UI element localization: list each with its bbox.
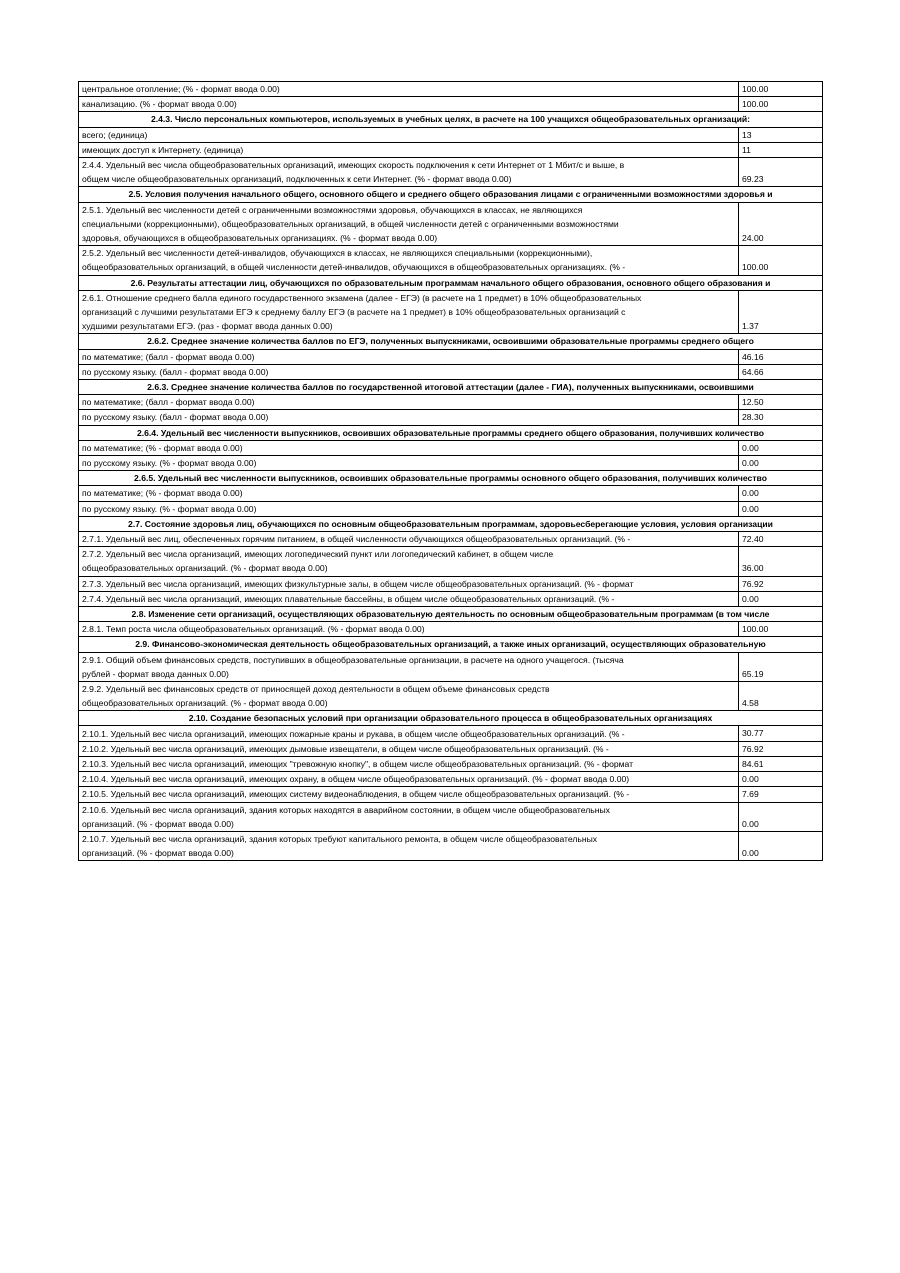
indicator-value: 0.00 [739,440,823,455]
section-header: 2.8. Изменение сети организаций, осуществляющих образовательную деятельность по основным общеобразовательным программам (в том числе [79,606,823,621]
table-row [79,591,823,606]
indicator-value: 64.66 [739,364,823,379]
table-row [79,364,823,379]
indicator-label-line: по русскому языку. (балл - формат ввода 0.00) [82,366,269,377]
table-row [79,127,823,142]
indicator-value: 0.00 [739,486,823,501]
indicator-table [78,81,823,861]
indicator-label [79,772,739,787]
indicator-label-line: худшими результатами ЕГЭ. (раз - формат ввода данных 0.00) [82,321,333,332]
indicator-label [79,622,739,637]
indicator-label-line: по математике; (% - формат ввода 0.00) [82,488,243,499]
table-row [79,576,823,591]
indicator-label [79,741,739,756]
indicator-label [79,681,739,710]
table-row [79,410,823,425]
table-row [79,547,823,576]
indicator-label-line: здоровья, обучающихся в общеобразовательных организациях. (% - формат ввода 0.00) [82,232,438,243]
indicator-value: 72.40 [739,531,823,546]
indicator-label-line: общеобразовательных организаций. (% - формат ввода 0.00) [82,698,328,709]
section-header: 2.6.5. Удельный вес численности выпускников, освоивших образовательные программы основного общего образования, получивших количество [79,471,823,486]
indicator-label-line: 2.5.1. Удельный вес численности детей с ограниченными возможностями здоровья, обучающихся в классах, не являющихся [82,204,583,215]
indicator-label [79,802,739,831]
indicator-label-line: рублей - формат ввода данных 0.00) [82,668,229,679]
indicator-label [79,787,739,802]
indicator-label [79,756,739,771]
indicator-label-line: 2.10.6. Удельный вес числа организаций, здания которых находятся в аварийном состоянии, в общем числе общеобразовательных [82,804,610,815]
indicator-label [79,202,739,246]
table-row [79,202,823,246]
section-header-row [79,187,823,202]
indicator-label-line: по русскому языку. (% - формат ввода 0.00) [82,457,257,468]
indicator-label-line: канализацию. (% - формат ввода 0.00) [82,99,237,110]
indicator-table-body [79,82,823,861]
indicator-label-line: по математике; (балл - формат ввода 0.00) [82,351,255,362]
section-header: 2.10. Создание безопасных условий при организации образовательного процесса в общеобразовательных организациях [79,711,823,726]
indicator-label [79,246,739,275]
section-header: 2.7. Состояние здоровья лиц, обучающихся по основным общеобразовательным программам, здоровьесберегающие условия, условия организации [79,516,823,531]
indicator-value: 100.00 [739,622,823,637]
indicator-label-line: 2.10.7. Удельный вес числа организаций, здания которых требуют капитального ремонта, в общем числе общеобразовательных [82,833,598,844]
indicator-label-line: 2.9.1. Общий объем финансовых средств, поступивших в общеобразовательные организации, в расчете на одного учащегося. (тысяча [82,654,624,665]
section-header: 2.6.2. Среднее значение количества баллов по ЕГЭ, полученных выпускниками, освоившими образовательные программы среднего общего [79,334,823,349]
indicator-label-line: 2.10.1. Удельный вес числа организаций, имеющих пожарные краны и рукава, в общем числе общеобразовательных организаций. (% - [82,728,625,739]
indicator-label-line: по математике; (балл - формат ввода 0.00) [82,397,255,408]
table-row [79,787,823,802]
section-header-row [79,275,823,290]
indicator-value: 24.00 [739,202,823,246]
section-header-row [79,637,823,652]
indicator-label-line: общем числе общеобразовательных организаций, подключенных к сети Интернет. (% - формат ввода 0.00) [82,174,512,185]
indicator-value: 100.00 [739,97,823,112]
table-row [79,802,823,831]
table-row [79,455,823,470]
indicator-value: 0.00 [739,831,823,860]
indicator-label-line: 2.10.4. Удельный вес числа организаций, имеющих охрану, в общем числе общеобразовательных организаций. (% - формат ввода 0.00) [82,774,630,785]
section-header-row [79,425,823,440]
indicator-label [79,290,739,334]
indicator-label [79,455,739,470]
section-header: 2.6.3. Среднее значение количества баллов по государственной итоговой аттестации (далее - ГИА), полученных выпускниками, освоившими [79,379,823,394]
indicator-label [79,364,739,379]
indicator-label-line: 2.7.3. Удельный вес числа организаций, имеющих физкультурные залы, в общем числе общеобразовательных организаций. (% - формат [82,578,634,589]
table-row [79,82,823,97]
indicator-label-line: общеобразовательных организаций, в общей численности детей-инвалидов, обучающихся в общеобразовательных организациях. (% - [82,262,626,273]
indicator-value: 36.00 [739,547,823,576]
indicator-value: 65.19 [739,652,823,681]
table-row [79,622,823,637]
indicator-value: 0.00 [739,802,823,831]
indicator-label [79,726,739,741]
table-row [79,349,823,364]
indicator-label-line: 2.10.3. Удельный вес числа организаций, имеющих "тревожную кнопку", в общем числе общеобразовательных организаций. (% - формат [82,758,634,769]
indicator-label [79,395,739,410]
indicator-label [79,127,739,142]
indicator-label-line: 2.5.2. Удельный вес численности детей-инвалидов, обучающихся в классах, не являющихся специальными (коррекционными), [82,248,593,259]
indicator-label [79,349,739,364]
indicator-label-line: центральное отопление; (% - формат ввода 0.00) [82,84,280,95]
table-row [79,290,823,334]
section-header: 2.4.3. Число персональных компьютеров, используемых в учебных целях, в расчете на 100 учащихся общеобразовательных организаций: [79,112,823,127]
table-row [79,681,823,710]
table-row [79,158,823,187]
indicator-label [79,591,739,606]
indicator-label-line: 2.6.1. Отношение среднего балла единого государственного экзамена (далее - ЕГЭ) (в расчете на 1 предмет) в 10% общеобразовательных [82,292,642,303]
table-row [79,531,823,546]
section-header-row [79,471,823,486]
indicator-label [79,576,739,591]
indicator-label [79,831,739,860]
indicator-label-line: 2.9.2. Удельный вес финансовых средств от приносящей доход деятельности в общем объеме финансовых средств [82,683,550,694]
indicator-value: 69.23 [739,158,823,187]
section-header: 2.6.4. Удельный вес численности выпускников, освоивших образовательные программы среднего общего образования, получивших количество [79,425,823,440]
table-row [79,756,823,771]
indicator-value: 0.00 [739,501,823,516]
indicator-label [79,501,739,516]
indicator-label-line: организаций. (% - формат ввода 0.00) [82,848,234,859]
indicator-label-line: специальными (коррекционными), общеобразовательных организаций, в общей численности детей с ограниченными возможностями [82,218,619,229]
indicator-value: 0.00 [739,455,823,470]
indicator-label-line: организаций. (% - формат ввода 0.00) [82,818,234,829]
indicator-label [79,486,739,501]
indicator-label [79,97,739,112]
indicator-label [79,547,739,576]
table-row [79,831,823,860]
indicator-label [79,82,739,97]
table-row [79,726,823,741]
indicator-value: 100.00 [739,82,823,97]
table-row [79,652,823,681]
section-header-row [79,606,823,621]
indicator-value: 28.30 [739,410,823,425]
indicator-value: 11 [739,142,823,157]
indicator-label-line: имеющих доступ к Интернету. (единица) [82,144,244,155]
section-header-row [79,334,823,349]
indicator-label [79,410,739,425]
section-header: 2.5. Условия получения начального общего, основного общего и среднего общего образования лицами с ограниченными возможностями здоровья и [79,187,823,202]
indicator-value: 46.16 [739,349,823,364]
table-row [79,741,823,756]
indicator-label-line: 2.7.1. Удельный вес лиц, обеспеченных горячим питанием, в общей численности обучающихся общеобразовательных организаций. (% - [82,533,631,544]
indicator-label-line: общеобразовательных организаций. (% - формат ввода 0.00) [82,563,328,574]
indicator-label-line: по математике; (% - формат ввода 0.00) [82,442,243,453]
indicator-value: 12.50 [739,395,823,410]
table-row [79,97,823,112]
indicator-label [79,158,739,187]
table-row [79,772,823,787]
indicator-label-line: всего; (единица) [82,129,148,140]
indicator-label-line: 2.4.4. Удельный вес числа общеобразовательных организаций, имеющих скорость подключения к сети Интернет от 1 Мбит/с и выше, в [82,160,625,171]
table-row [79,486,823,501]
indicator-value: 13 [739,127,823,142]
indicator-value: 7.69 [739,787,823,802]
section-header: 2.6. Результаты аттестации лиц, обучающихся по образовательным программам начального общего образования, основного общего образования и [79,275,823,290]
table-row [79,501,823,516]
indicator-value: 0.00 [739,591,823,606]
indicator-value: 76.92 [739,576,823,591]
indicator-label [79,531,739,546]
indicator-label-line: 2.8.1. Темп роста числа общеобразовательных организаций. (% - формат ввода 0.00) [82,624,425,635]
indicator-label-line: 2.7.2. Удельный вес числа организаций, имеющих логопедический пункт или логопедический кабинет, в общем числе [82,549,554,560]
indicator-label-line: 2.7.4. Удельный вес числа организаций, имеющих плавательные бассейны, в общем числе общеобразовательных организаций. (% - [82,593,615,604]
section-header-row [79,711,823,726]
indicator-label [79,652,739,681]
indicator-value: 4.58 [739,681,823,710]
indicator-label-line: по русскому языку. (балл - формат ввода 0.00) [82,412,269,423]
indicator-value: 100.00 [739,246,823,275]
table-row [79,246,823,275]
indicator-label [79,142,739,157]
section-header: 2.9. Финансово-экономическая деятельность общеобразовательных организаций, а также иных организаций, осуществляющих образовательную [79,637,823,652]
indicator-label-line: 2.10.2. Удельный вес числа организаций, имеющих дымовые извещатели, в общем числе общеобразовательных организаций. (% - [82,743,609,754]
table-row [79,440,823,455]
indicator-value: 76.92 [739,741,823,756]
table-row [79,142,823,157]
indicator-label-line: по русскому языку. (% - формат ввода 0.00) [82,503,257,514]
indicator-label-line: 2.10.5. Удельный вес числа организаций, имеющих систему видеонаблюдения, в общем числе общеобразовательных организаций. (% - [82,789,630,800]
section-header-row [79,516,823,531]
indicator-value: 30.77 [739,726,823,741]
indicator-label [79,440,739,455]
section-header-row [79,112,823,127]
table-row [79,395,823,410]
indicator-value: 1.37 [739,290,823,334]
section-header-row [79,379,823,394]
indicator-value: 0.00 [739,772,823,787]
indicator-value: 84.61 [739,756,823,771]
indicator-label-line: организаций с лучшими результатами ЕГЭ к среднему баллу ЕГЭ (в расчете на 1 предмет) в 10% общеобразовательных организаций с [82,306,626,317]
